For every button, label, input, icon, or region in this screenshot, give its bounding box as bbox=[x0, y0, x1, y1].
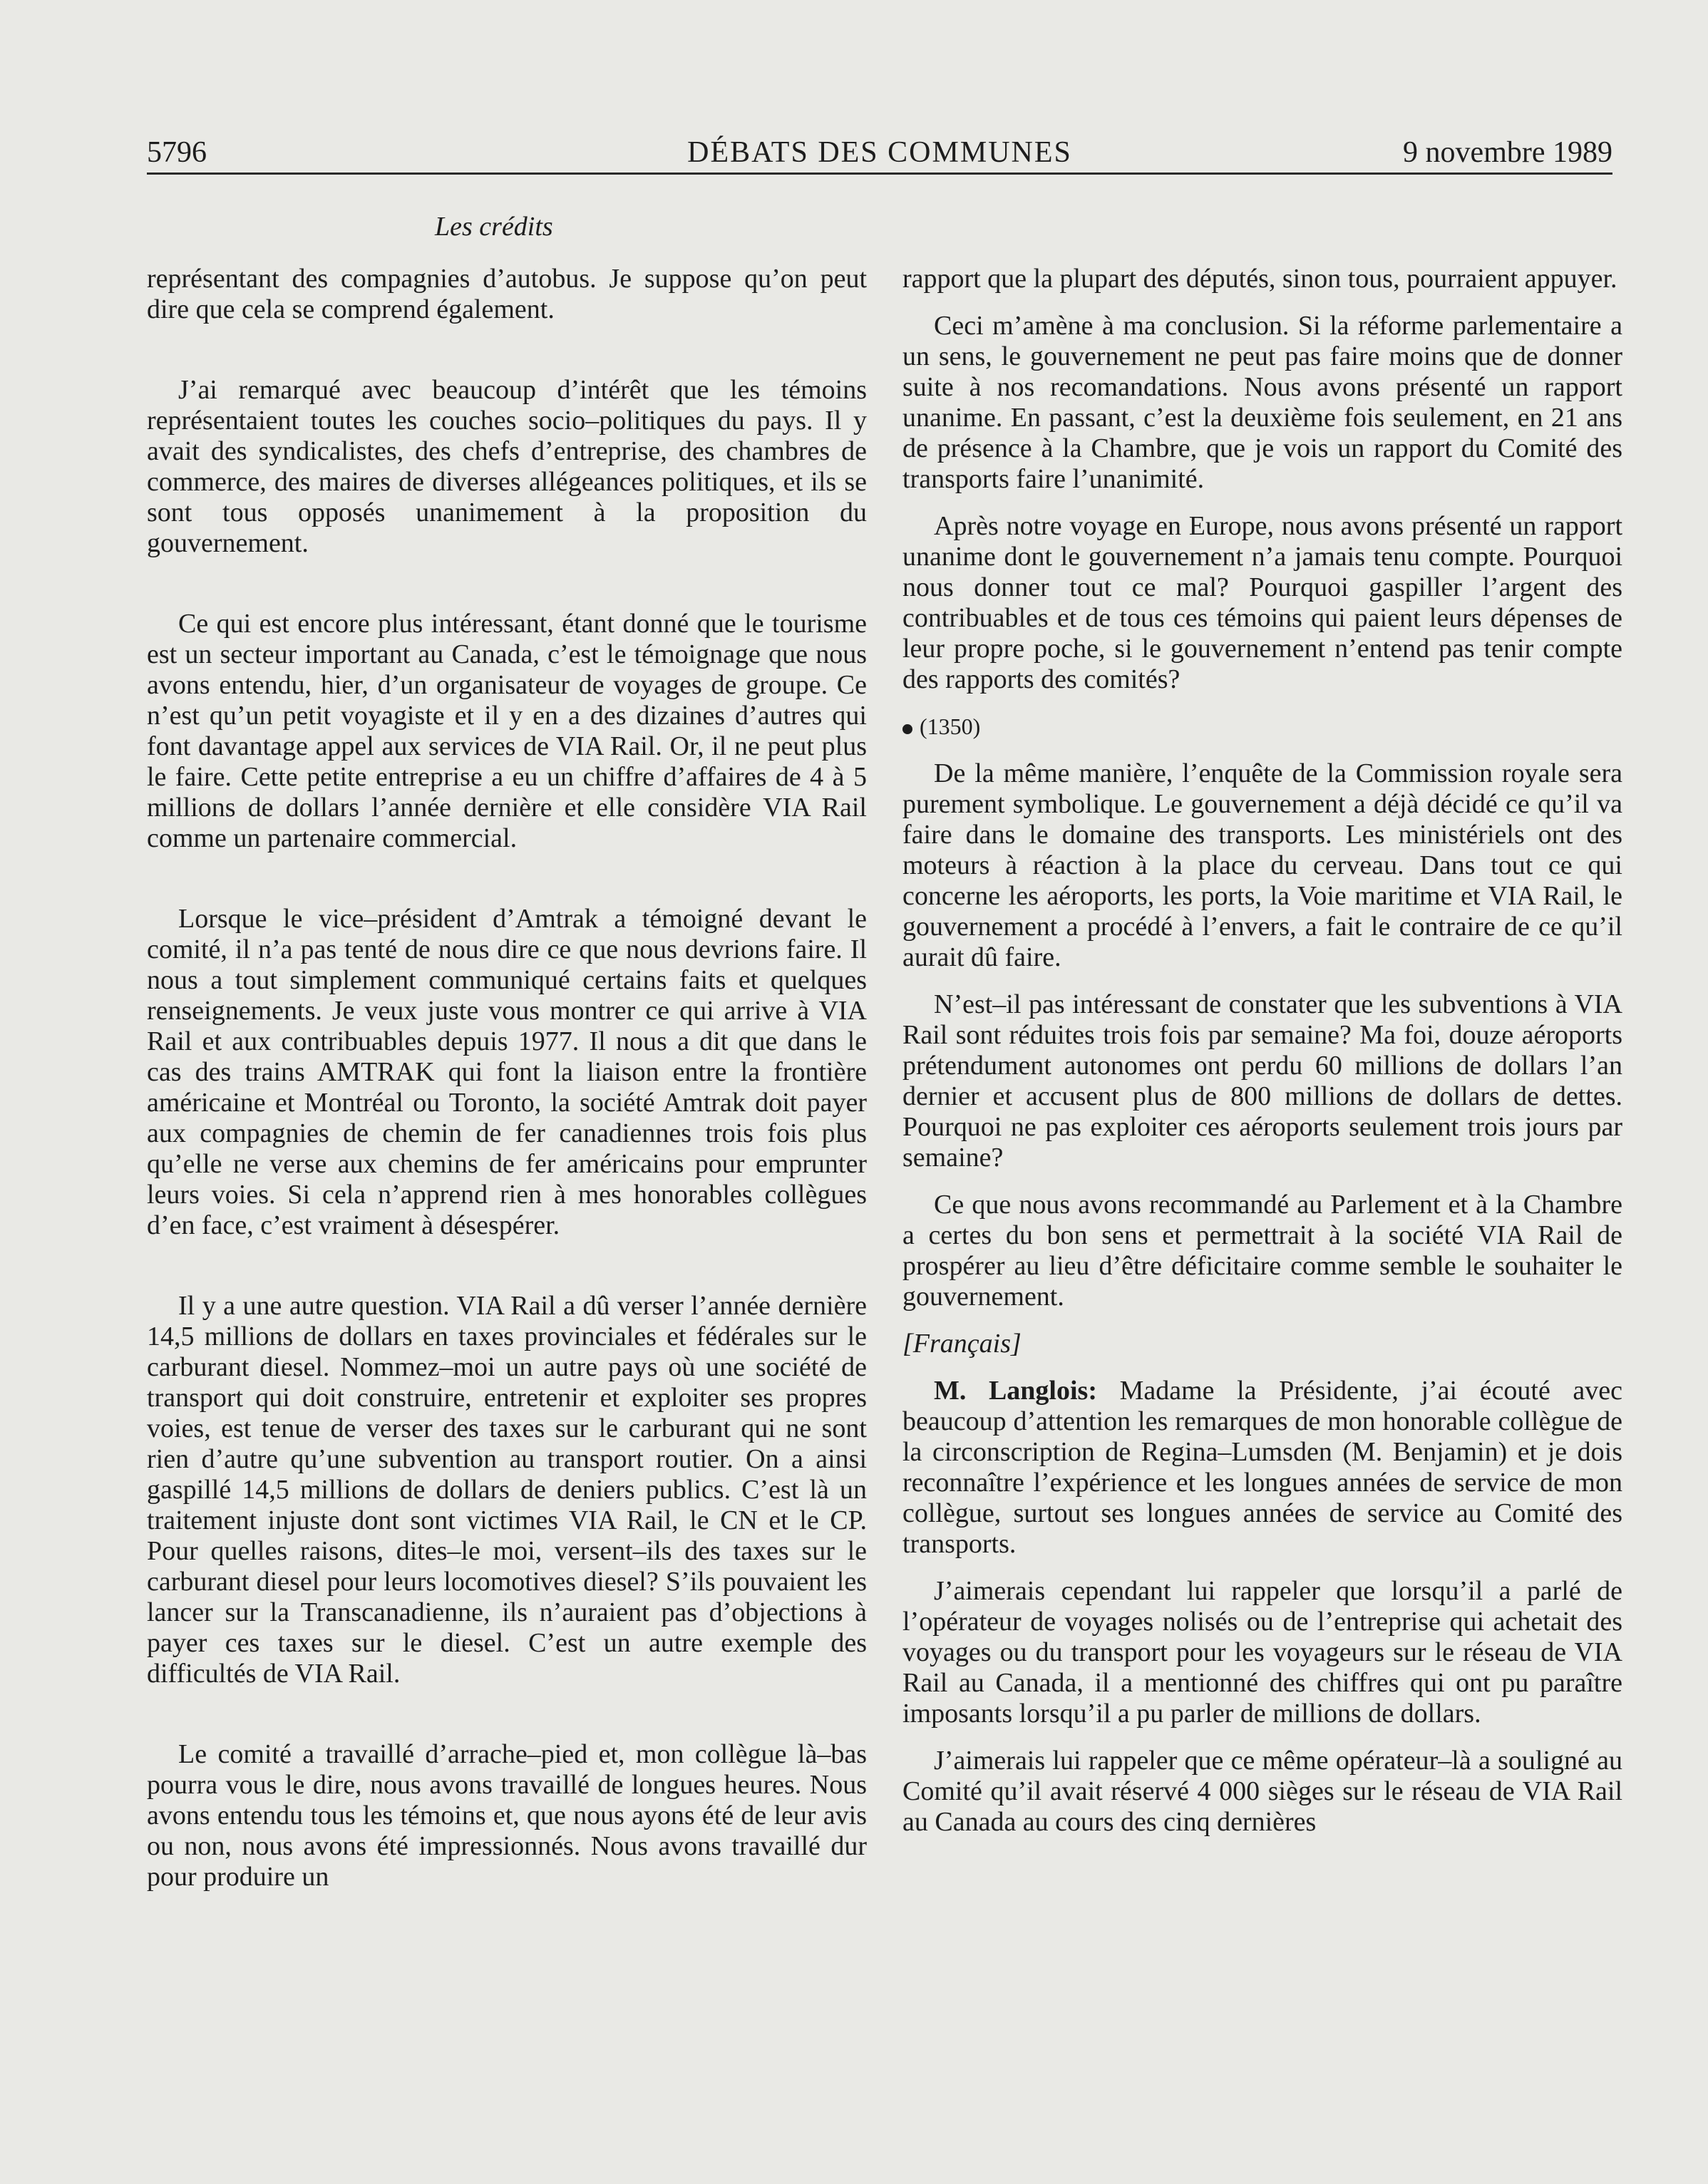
paragraph: Il y a une autre question. VIA Rail a dû verser l’année dernière 14,5 millions de dollars en taxes provinciales et fédérales sur le carburant diesel. Nommez–moi un autre pays où une société de transport qui doit construire, entretenir et exploiter ses propres voies, est tenue de verser des taxes sur le carburant qui ne sont rien d’autre qu’une subvention au transport routier. On a ainsi gaspillé 14,5 millions de dollars de deniers publics. C’est là un traitement injuste dont sont victimes VIA Rail, le CN et le CP. Pour quelles raisons, dites–le moi, versent–ils des taxes sur le carburant diesel pour leurs locomotives diesel? S’ils pouvaient les lancer sur la Transcanadienne, ils n’auraient pas d’objections à payer ces taxes sur le diesel. C’est un autre exemple des difficultés de VIA Rail. bbox=[147, 1291, 867, 1689]
paragraph: J’aimerais lui rappeler que ce même opérateur–là a souligné au Comité qu’il avait réservé 4 000 sièges sur le réseau de VIA Rail au Canada au cours des cinq dernières bbox=[902, 1746, 1622, 1837]
sitting-date: 9 novembre 1989 bbox=[1403, 136, 1612, 169]
language-tag: [Français] bbox=[902, 1329, 1022, 1359]
speech-paragraph bbox=[902, 1376, 1622, 1560]
page-number: 5796 bbox=[147, 136, 207, 169]
paragraph: rapport que la plupart des députés, sinon tous, pourraient appuyer. bbox=[902, 264, 1617, 294]
paragraph: J’ai remarqué avec beaucoup d’intérêt que les témoins représentaient toutes les couches socio–politiques du pays. Il y avait des syndicalistes, des chefs d’entreprise, des chambres de commerce, des maires de diverses allégeances politiques, et ils se sont tous opposés unanimement à la proposition du gouvernement. bbox=[147, 375, 867, 558]
section-title: Les crédits bbox=[435, 212, 553, 242]
time-marker-text: (1350) bbox=[920, 714, 981, 739]
bullet-icon bbox=[902, 724, 912, 734]
paragraph: Ce que nous avons recommandé au Parlement et à la Chambre a certes du bon sens et permettrait à la société VIA Rail de prospérer au lieu d’être déficitaire comme semble le souhaiter le gouvernement. bbox=[902, 1190, 1622, 1312]
paragraph: Ceci m’amène à ma conclusion. Si la réforme parlementaire a un sens, le gouvernement ne peut pas faire moins que de donner suite à nos recomandations. Nous avons présenté un rapport unanime. En passant, c’est la deuxième fois seulement, en 21 ans de présence à la Chambre, que je vois un rapport du Comité des transports faire l’unanimité. bbox=[902, 311, 1622, 494]
right-column bbox=[902, 264, 1622, 1838]
paragraph: N’est–il pas intéressant de constater que les subventions à VIA Rail sont réduites trois fois par semaine? Ma foi, douze aéroports prétendument autonomes ont perdu 60 millions de dollars l’an dernier et accusent plus de 800 millions de dollars de dettes. Pourquoi ne pas exploiter ces aéroports seulement trois jours par semaine? bbox=[902, 989, 1622, 1173]
paragraph: Lorsque le vice–président d’Amtrak a témoigné devant le comité, il n’a pas tenté de nous dire ce que nous devrions faire. Il nous a tout simplement communiqué certains faits et quelques renseignements. Je veux juste vous montrer ce qui arrive à VIA Rail et aux contribuables depuis 1977. Il nous a dit que dans le cas des trains AMTRAK qui font la liaison entre la frontière américaine et Montréal ou Toronto, la société Amtrak doit payer aux compagnies de chemin de fer canadiennes trois fois plus qu’elle ne verse aux chemins de fer américains pour emprunter leurs voies. Si cela n’apprend rien à mes honorables collègues d’en face, c’est vraiment à désespérer. bbox=[147, 904, 867, 1240]
paragraph: Le comité a travaillé d’arrache–pied et, mon collègue là–bas pourra vous le dire, nous avons travaillé de longues heures. Nous avons entendu tous les témoins et, que nous ayons été de leur avis ou non, nous avons été impressionnés. Nous avons travaillé dur pour produire un bbox=[147, 1739, 867, 1892]
paragraph: Ce qui est encore plus intéressant, étant donné que le tourisme est un secteur important au Canada, c’est le témoignage que nous avons entendu, hier, d’un organisateur de voyages de groupe. Ce n’est qu’un petit voyagiste et il y en a des dizaines d’autres qui font davantage appel aux services de VIA Rail. Or, il ne peut plus le faire. Cette petite entreprise a eu un chiffre d’affaires de 4 à 5 millions de dollars l’année dernière et elle considère VIA Rail comme un partenaire commercial. bbox=[147, 609, 867, 853]
time-marker bbox=[902, 711, 1622, 742]
paragraph: J’aimerais cependant lui rappeler que lorsqu’il a parlé de l’opérateur de voyages nolisés ou de l’entreprise qui achetait des voyages ou du transport pour les voyageurs sur le réseau de VIA Rail au Canada, il a mentionné des chiffres qui ont pu paraître imposants lorsqu’il a pu parler de millions de dollars. bbox=[902, 1576, 1622, 1729]
speaker-name: M. Langlois: bbox=[934, 1376, 1097, 1406]
paragraph: représentant des compagnies d’autobus. Je suppose qu’on peut dire que cela se comprend également. bbox=[147, 264, 867, 324]
paragraph: De la même manière, l’enquête de la Commission royale sera purement symbolique. Le gouvernement a déjà décidé ce qu’il va faire dans le domaine des transports. Les ministériels ont des moteurs à réaction à la place du cerveau. Dans tout ce qui concerne les aéroports, les ports, la Voie maritime et VIA Rail, le gouvernement a procédé à l’envers, a fait le contraire de ce qu’il aurait dû faire. bbox=[902, 758, 1622, 972]
paragraph: Après notre voyage en Europe, nous avons présenté un rapport unanime dont le gouvernement n’a jamais tenu compte. Pourquoi nous donner tout ce mal? Pourquoi gaspiller l’argent des contribuables et de tous ces témoins qui paient leurs dépenses de leur propre poche, si le gouvernement n’entend pas tenir compte des rapports des comités? bbox=[902, 511, 1622, 694]
publication-title: DÉBATS DES COMMUNES bbox=[687, 136, 1072, 169]
speech-text: Madame la Présidente, j’ai écouté avec beaucoup d’attention les remarques de mon honorable collègue de la circonscription de Regina–Lumsden (M. Benjamin) et je dois reconnaître l’expérience et les longues années de service de mon collègue, surtout ses longues années de service au Comité des transports. bbox=[902, 1376, 1622, 1559]
left-column bbox=[147, 264, 867, 1892]
page-header bbox=[147, 133, 1612, 175]
